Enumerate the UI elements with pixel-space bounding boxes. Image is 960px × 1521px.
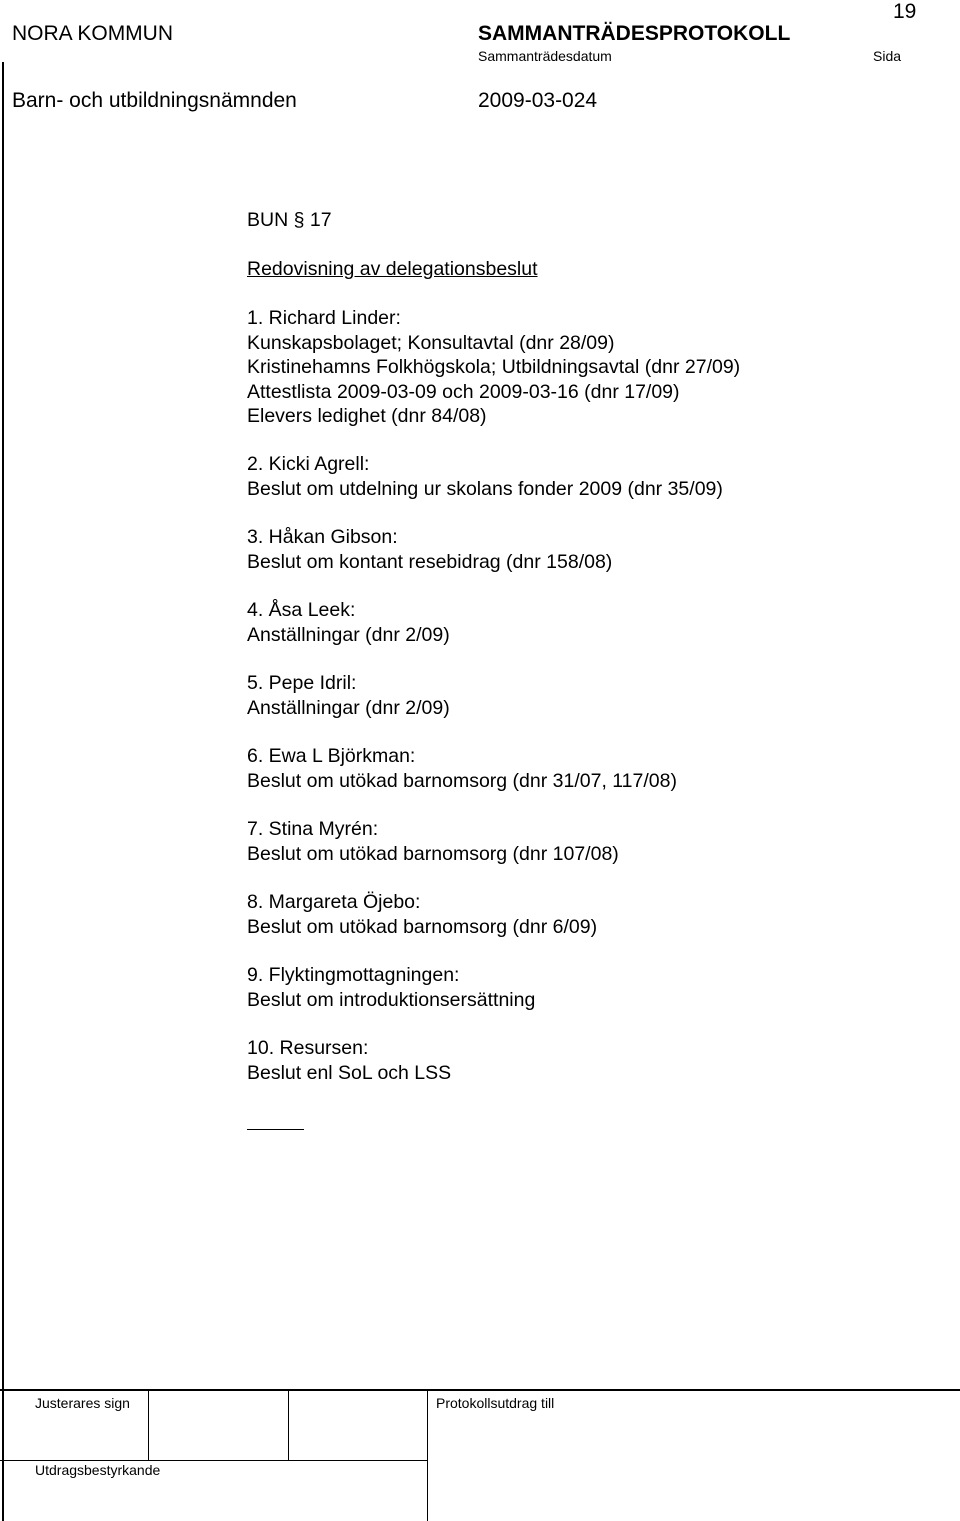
list-item-title: 1. Richard Linder: bbox=[247, 307, 401, 329]
footer-mid-line bbox=[0, 1460, 428, 1461]
list-item bbox=[247, 744, 677, 793]
list-item bbox=[247, 598, 450, 647]
page-label: Sida bbox=[873, 48, 902, 64]
list-item-title: 3. Håkan Gibson: bbox=[247, 526, 398, 548]
list-item-line: Beslut om introduktionsersättning bbox=[247, 988, 536, 1011]
meeting-date: 2009-03-024 bbox=[478, 89, 598, 112]
list-item bbox=[247, 671, 450, 720]
protokollsutdrag-label: Protokollsutdrag till bbox=[436, 1395, 555, 1411]
end-divider bbox=[247, 1129, 304, 1130]
list-item bbox=[247, 306, 740, 429]
footer-divider bbox=[427, 1390, 428, 1521]
justerares-sign-label: Justerares sign bbox=[35, 1395, 130, 1411]
board-name: Barn- och utbildningsnämnden bbox=[12, 89, 297, 112]
municipality-name: NORA KOMMUN bbox=[12, 22, 174, 45]
list-item bbox=[247, 1036, 451, 1085]
footer-divider bbox=[288, 1390, 289, 1461]
list-item-title: 6. Ewa L Björkman: bbox=[247, 745, 416, 767]
list-item-title: 9. Flyktingmottagningen: bbox=[247, 964, 460, 986]
list-item-title: 7. Stina Myrén: bbox=[247, 818, 379, 840]
list-item bbox=[247, 890, 597, 939]
list-item bbox=[247, 963, 535, 1012]
list-item-line: Attestlista 2009-03-09 och 2009-03-16 (dnr 17/09) bbox=[247, 380, 680, 403]
section-heading: Redovisning av delegationsbeslut bbox=[247, 258, 538, 280]
list-item-line: Beslut om utökad barnomsorg (dnr 107/08) bbox=[247, 842, 619, 865]
list-item-title: 10. Resursen: bbox=[247, 1037, 369, 1059]
footer-top-line bbox=[0, 1389, 960, 1391]
list-item bbox=[247, 525, 612, 574]
list-item-line: Anställningar (dnr 2/09) bbox=[247, 696, 450, 719]
list-item-line: Beslut om utökad barnomsorg (dnr 31/07, 117/08) bbox=[247, 769, 677, 792]
list-item-line: Beslut om kontant resebidrag (dnr 158/08) bbox=[247, 550, 613, 573]
list-item-title: 4. Åsa Leek: bbox=[247, 599, 356, 621]
list-item-line: Beslut om utdelning ur skolans fonder 2009 (dnr 35/09) bbox=[247, 477, 723, 500]
page-number: 19 bbox=[893, 0, 917, 23]
list-item-title: 5. Pepe Idril: bbox=[247, 672, 357, 694]
list-item bbox=[247, 452, 723, 501]
list-item-title: 2. Kicki Agrell: bbox=[247, 453, 370, 475]
utdragsbestyrkande-label: Utdragsbestyrkande bbox=[35, 1462, 161, 1478]
footer-divider bbox=[148, 1390, 149, 1461]
list-item-line: Beslut enl SoL och LSS bbox=[247, 1061, 452, 1084]
list-item bbox=[247, 817, 619, 866]
list-item-line: Elevers ledighet (dnr 84/08) bbox=[247, 405, 487, 427]
document-type: SAMMANTRÄDESPROTOKOLL bbox=[478, 22, 791, 45]
date-label: Sammanträdesdatum bbox=[478, 48, 612, 64]
section-id: BUN § 17 bbox=[247, 209, 332, 231]
list-item-line: Anställningar (dnr 2/09) bbox=[247, 623, 450, 646]
left-margin-line bbox=[2, 62, 4, 1521]
list-item-line: Kristinehamns Folkhögskola; Utbildningsavtal (dnr 27/09) bbox=[247, 356, 741, 378]
list-item-line: Beslut om utökad barnomsorg (dnr 6/09) bbox=[247, 915, 598, 938]
list-item-line: Kunskapsbolaget; Konsultavtal (dnr 28/09) bbox=[247, 331, 615, 354]
list-item-title: 8. Margareta Öjebo: bbox=[247, 891, 421, 913]
